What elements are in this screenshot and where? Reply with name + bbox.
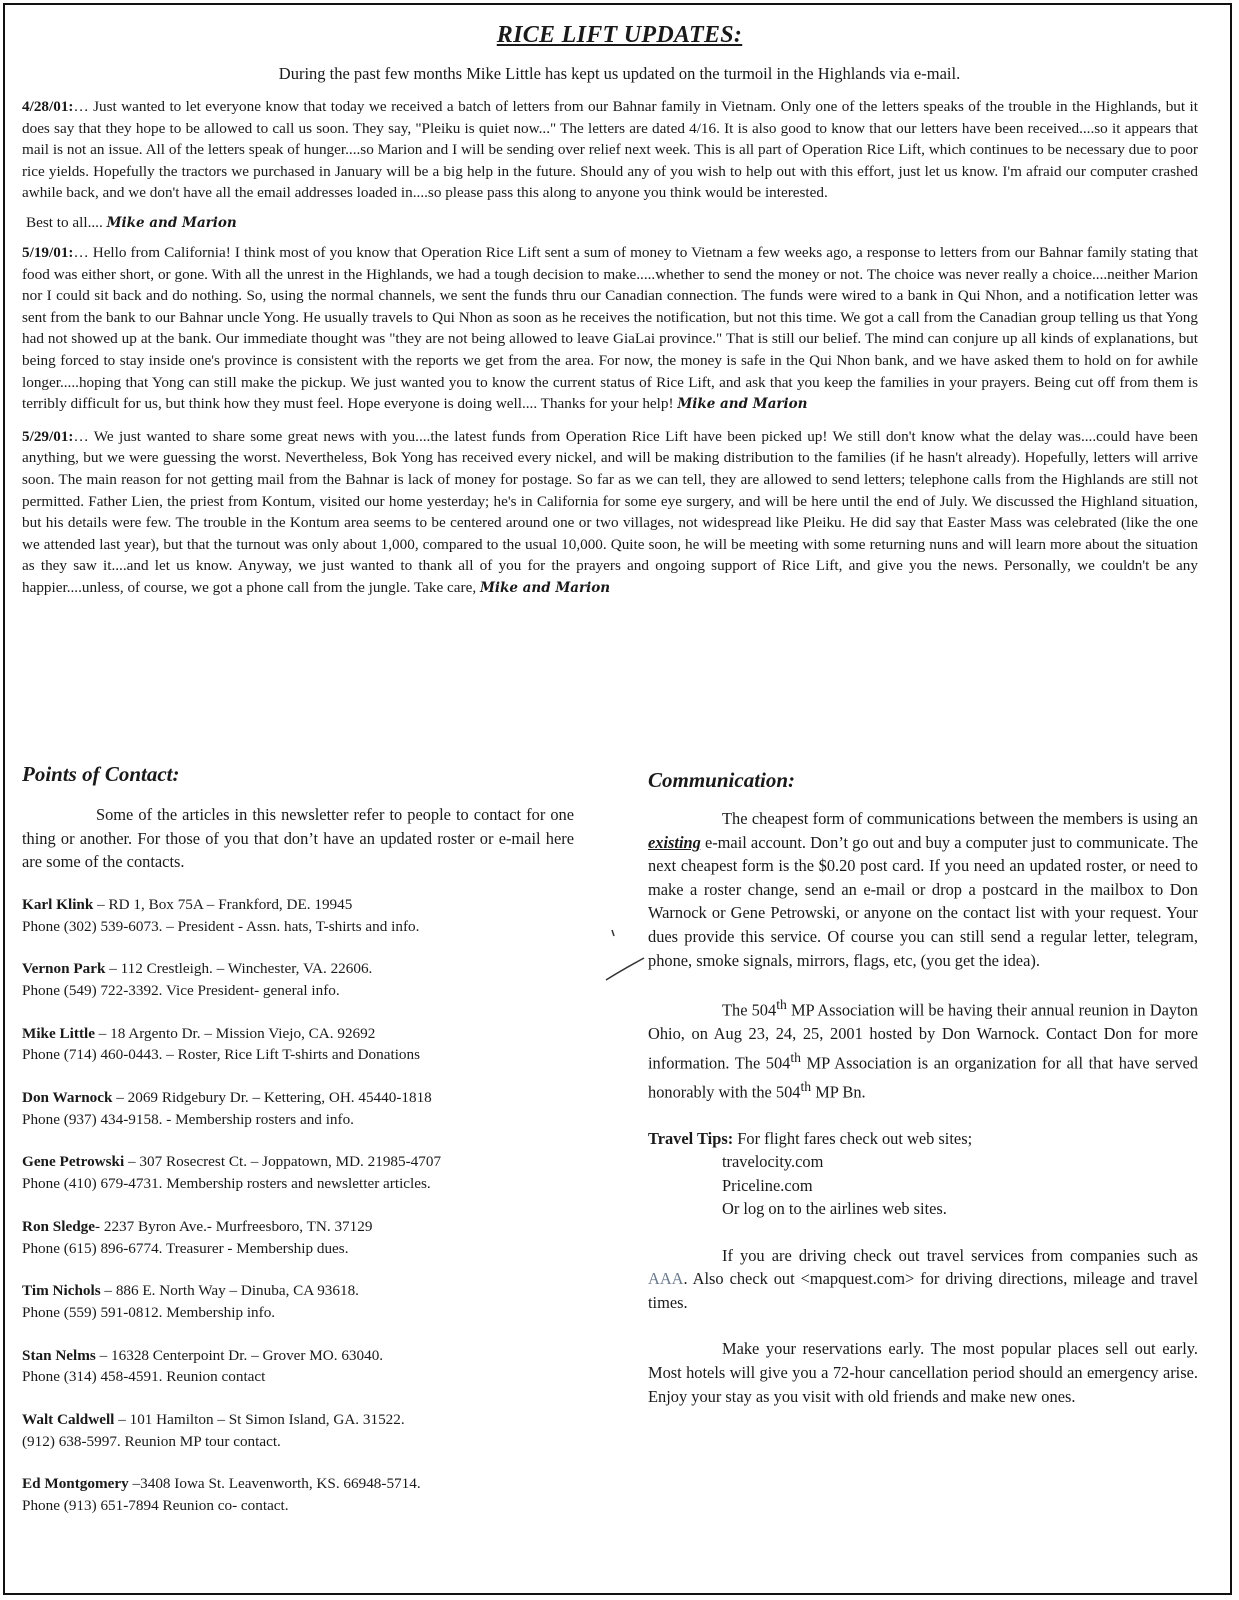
text-run: If you are driving check out travel services from companies such as [722,1245,1198,1265]
contact-address: – 307 Rosecrest Ct. – Joppatown, MD. 21985-4707 [124,1153,442,1171]
signature: Mike and Marion [677,396,808,413]
contact-item [22,1087,574,1131]
contact-item [22,894,574,938]
contact-phone: Phone (937) 434-9158. - Membership rosters and info. [22,1110,354,1128]
contact-name: Stan Nelms [22,1346,96,1364]
contact-address: – 886 E. North Way – Dinuba, CA 93618. [100,1282,359,1300]
contact-name: Tim Nichols [22,1282,101,1300]
text-run: MP Association will be having their annual reunion in Dayton Ohio, on Aug 23, 24, 25, 2001 hosted by Don Warnock. Contact Don for more information. The 504 [648,1000,1199,1073]
contact-name: Mike Little [22,1024,95,1042]
update-date: 5/19/01: [22,243,74,261]
travel-tips-label: Travel Tips: [648,1128,734,1148]
contact-item [22,1473,574,1517]
text-run: MP Association is an organization for all that have served honorably with the 504 [648,1053,1198,1102]
aaa-text: AAA [648,1269,684,1289]
superscript: th [800,1078,812,1094]
communication-paragraph [648,807,1198,972]
reunion-paragraph [648,993,1198,1104]
text-run: The 504 [722,1000,777,1020]
contact-address: – 18 Argento Dr. – Mission Viejo, CA. 92692 [94,1024,376,1042]
closing-text: Best to all.... [26,213,103,231]
contact-item [22,1023,574,1067]
travel-tips-text: For flight fares check out web sites; [733,1128,973,1148]
contact-item [22,958,574,1002]
text-run: The cheapest form of communications between the members is using an [722,809,1198,828]
emphasis: existing [648,832,701,852]
contact-name: Walt Caldwell [22,1410,115,1428]
contact-address: – 16328 Centerpoint Dr. – Grover MO. 63040. [95,1346,384,1364]
contact-item [22,1280,574,1324]
contact-name: Ed Montgomery [22,1475,129,1493]
contact-phone: Phone (913) 651-7894 Reunion co- contact. [22,1497,289,1515]
site-item: Or log on to the airlines web sites. [722,1199,947,1219]
page-title: RICE LIFT UPDATES: [496,22,743,48]
rice-lift-updates [22,96,1198,609]
contact-name: Vernon Park [22,960,106,978]
update-entry [22,242,1198,416]
contact-phone: Phone (714) 460-0443. – Roster, Rice Lift T-shirts and Donations [22,1046,421,1064]
contact-phone: Phone (559) 591-0812. Membership info. [22,1303,276,1321]
contact-address: –3408 Iowa St. Leavenworth, KS. 66948-5714. [128,1475,421,1493]
text-run: MP Bn. [811,1082,866,1102]
contact-address: – 101 Hamilton – St Simon Island, GA. 31522. [114,1410,405,1428]
signature: Mike and Marion [479,579,611,596]
contacts-intro: Some of the articles in this newsletter refer to people to contact for one thing or another. For those of you that don’t have an updated roster or e-mail here are some of the contacts. [22,805,574,872]
section-heading: Communication: [648,768,796,792]
points-of-contact [22,762,574,1538]
contact-name: Don Warnock [22,1088,113,1106]
contact-phone: Phone (302) 539-6073. – President - Assn. hats, T-shirts and info. [22,917,420,935]
contact-list [22,894,574,1517]
text-run: e-mail account. Don’t go out and buy a computer just to communicate. The next cheapest form is the $0.20 post card. If you need an updated roster, or need to make a roster change, send an e-mail or drop a postcard in the mailbox to Don Warnock or Gene Petrowski, or anyone on the contact list with your request. Your dues provide this service. Of course you can still send a regular letter, telegram, phone, smoke signals, mirrors, flags, etc, (you get the idea). [648,832,1198,970]
contact-item [22,1345,574,1389]
site-item: travelocity.com [722,1152,824,1172]
update-text: … Hello from California! I think most of you know that Operation Rice Lift sent a sum of money to Vietnam a few weeks ago, a response to letters from our Bahnar family stating that food was either short, or gone. With all the unrest in the Highlands, we had a tough decision to make.....whether to send the money or not. The choice was never really a choice....neither Marion nor I could sit back and do nothing. So, using the normal channels, we sent the funds thru our Canadian connection. The funds were wired to a bank in Qui Nhon, and a notification letter was sent from the bank to our Bahnar uncle Yong. He usually travels to Qui Nhon as soon as he receives the notification, but not this time. We got a call from the Canadian group telling us that Yong had not showed up at the bank. Our immediate thought was "they are not being allowed to leave GiaLai province." That is still our belief. The mind can conjure up all kinds of explanations, but being forced to stay inside one's province is consistent with the reports we get from the area. For now, the money is safe in the Qui Nhon bank, and we have asked them to hold on for awhile longer.....hoping that Yong can still make the pickup. We just wanted you to know the current status of Rice Lift, and ask that you keep the families in your prayers. Being cut off from them is terribly difficult for us, but think how they must feel. Hope everyone is doing well.... Thanks for your help! [22,243,1198,413]
contact-phone: Phone (615) 896-6774. Treasurer - Membership dues. [22,1239,349,1257]
text-run: . Also check out <mapquest.com> for driving directions, mileage and travel times. [648,1269,1198,1312]
contact-phone: (912) 638-5997. Reunion MP tour contact. [22,1432,281,1450]
site-item: Priceline.com [722,1175,813,1195]
driving-paragraph [648,1244,1198,1315]
contact-address: – 112 Crestleigh. – Winchester, VA. 22606. [105,960,373,978]
contact-name: Gene Petrowski [22,1153,125,1171]
contact-phone: Phone (410) 679-4731. Membership rosters and newsletter articles. [22,1175,431,1193]
contact-item [22,1216,574,1260]
update-entry [22,96,1198,204]
contact-name: Karl Klink [22,895,94,913]
contact-address: - 2237 Byron Ave.- Murfreesboro, TN. 37129 [95,1217,373,1235]
contact-address: – RD 1, Box 75A – Frankford, DE. 19945 [93,895,353,913]
travel-tips [648,1127,1198,1221]
section-heading: Points of Contact: [22,762,180,786]
reservations-paragraph: Make your reservations early. The most popular places sell out early. Most hotels will give you a 72-hour cancellation period should an emergency arise. Enjoy your stay as you visit with old friends and make new ones. [648,1339,1198,1406]
update-date: 4/28/01: [22,98,74,115]
signature: Mike and Marion [106,214,237,231]
contact-name: Ron Sledge [22,1217,95,1235]
update-entry [22,426,1198,600]
superscript: th [776,997,787,1013]
contact-address: – 2069 Ridgebury Dr. – Kettering, OH. 45440-1818 [112,1088,432,1106]
contact-phone: Phone (549) 722-3392. Vice President- general info. [22,981,340,999]
communication-section [648,768,1198,1408]
contact-phone: Phone (314) 458-4591. Reunion contact [22,1368,266,1386]
superscript: th [790,1049,801,1065]
contact-item [22,1151,574,1195]
closing-line [26,214,1198,232]
intro-line: During the past few months Mike Little has kept us updated on the turmoil in the Highlands via e-mail. [278,64,961,83]
update-date: 5/29/01: [22,427,74,445]
update-text: … We just wanted to share some great news with you....the latest funds from Operation Rice Lift have been picked up! We still don't know what the delay was....could have been anything, but we were guessing the worst. Nevertheless, Bok Yong has received every nickel, and will be making distribution to the families (if he hasn't already). Hopefully, letters will arrive soon. The main reason for not getting mail from the Bahnar is lack of money for postage. So far as we can tell, they are allowed to send letters; telephone calls from the Highlands are still not permitted. Father Lien, the priest from Kontum, visited our home yesterday; he's in California for some eye surgery, and will be here until the end of July. We discussed the Highland situation, but his details were few. The trouble in the Kontum area seems to be centered around one or two villages, not widespread like Pleiku. He did say that Easter Mass was celebrated (like the one we attended last year), but that the turnout was only about 1,000, compared to the usual 10,000. Quite soon, he will be meeting with some returning nuns and will learn more about the situation as they saw it....and let us know. Anyway, we just wanted to thank all of you for the prayers and ongoing support of Rice Lift, and give you the news. Personally, we couldn't be any happier....unless, of course, we got a phone call from the jungle. Take care, [22,427,1198,596]
contact-item [22,1409,574,1453]
update-text: … Just wanted to let everyone know that today we received a batch of letters from our Bahnar family in Vietnam. Only one of the letters speaks of the trouble in the Highlands, but it does say that they hope to be allowed to call us soon. They say, "Pleiku is quiet now..." The letters are dated 4/16. It is also good to know that our letters have been received....so it appears that mail is not an issue. All of the letters speak of hunger....so Marion and I will be sending over relief next week. This is all part of Operation Rice Lift, which continues to be necessary due to poor rice yields. Hopefully the tractors we purchased in January will be a big help in the future. Should any of you wish to help out with this effort, just let us know. I'm afraid our computer crashed awhile back, and we don't have all the email addresses loaded in....so please pass this along to anyone you think would be interested. [22,98,1198,202]
